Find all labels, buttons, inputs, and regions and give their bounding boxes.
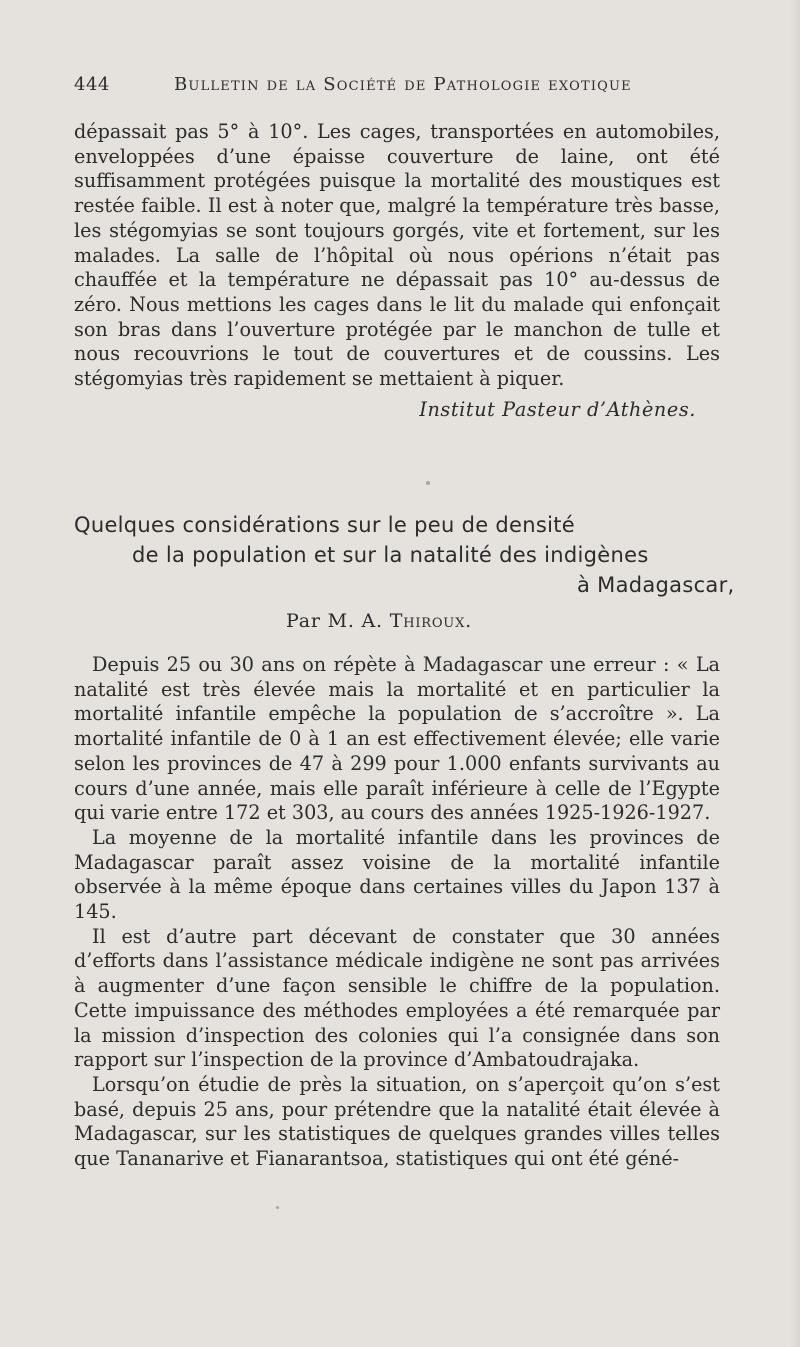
signature: Institut Pasteur d’Athènes. [419,398,696,421]
article-body [74,653,720,1172]
page-number: 444 [74,74,110,95]
author-name: Thiroux. [389,610,472,632]
article-title-line-2: de la population et sur la natalité des indigènes [132,543,649,567]
running-head: Bulletin de la Société de Pathologie exotique [174,74,632,95]
page-edge [790,0,800,1347]
article-title-line-1: Quelques considérations sur le peu de densité [74,513,575,537]
body-paragraph-1: Depuis 25 ou 30 ans on répète à Madagascar une erreur : « La natalité est très élevée mais la mortalité et en particulier la mortalité infantile empêche la population de s’accroître ». La mortalité infantile de 0 à 1 an est effectivement élevée; elle varie selon les provinces de 47 à 299 pour 1.000 enfants survivants au cours d’une année, mais elle paraît inférieure à celle de l’Egypte qui varie entre 172 et 303, au cours des années 1925-1926-1927. [74,653,720,825]
body-paragraph-3: Il est d’autre part décevant de constater que 30 années d’efforts dans l’assistance médicale indigène ne sont pas arrivées à augmenter d’une façon sensible le chiffre de la population. Cette impuissance des méthodes employées a été remarquée par la mission d’inspection des colonies qui l’a consignée dans son rapport sur l’inspection de la province d’Ambatoudrajaka. [74,924,720,1072]
body-paragraph-4: Lorsqu’on étudie de près la situation, on s’aperçoit qu’on s’est basé, depuis 25 ans, pour prétendre que la natalité était élevée à Madagascar, sur les statistiques de quelques grandes villes telles que Tananarive et Fianarantsoa, statistiques qui ont été géné- [74,1072,720,1171]
print-speck [426,481,430,485]
author-line [286,610,472,632]
body-paragraph-2: La moyenne de la mortalité infantile dans les provinces de Madagascar paraît assez voisine de la mortalité infantile observée à la même époque dans certaines villes du Japon 137 à 145. [74,825,720,924]
article-title-line-3: à Madagascar, [577,573,735,597]
print-speck [276,1206,279,1209]
page-header [74,74,724,104]
continued-paragraph: dépassait pas 5° à 10°. Les cages, transportées en automobiles, enveloppées d’une épaisse couverture de laine, ont été suffisamment protégées puisque la mortalité des moustiques est restée faible. Il est à noter que, malgré la température très basse, les stégomyias se sont toujours gorgés, vite et fortement, sur les malades. La salle de l’hôpital où nous opérions n’était pas chauffée et la température ne dépassait pas 10° au-dessus de zéro. Nous mettions les cages dans le lit du malade qui enfonçait son bras dans l’ouverture protégée par le manchon de tulle et nous recouvrions le tout de couvertures et de coussins. Les stégomyias très rapidement se mettaient à piquer. [74,120,720,391]
author-prefix: Par M. A. [286,610,383,632]
